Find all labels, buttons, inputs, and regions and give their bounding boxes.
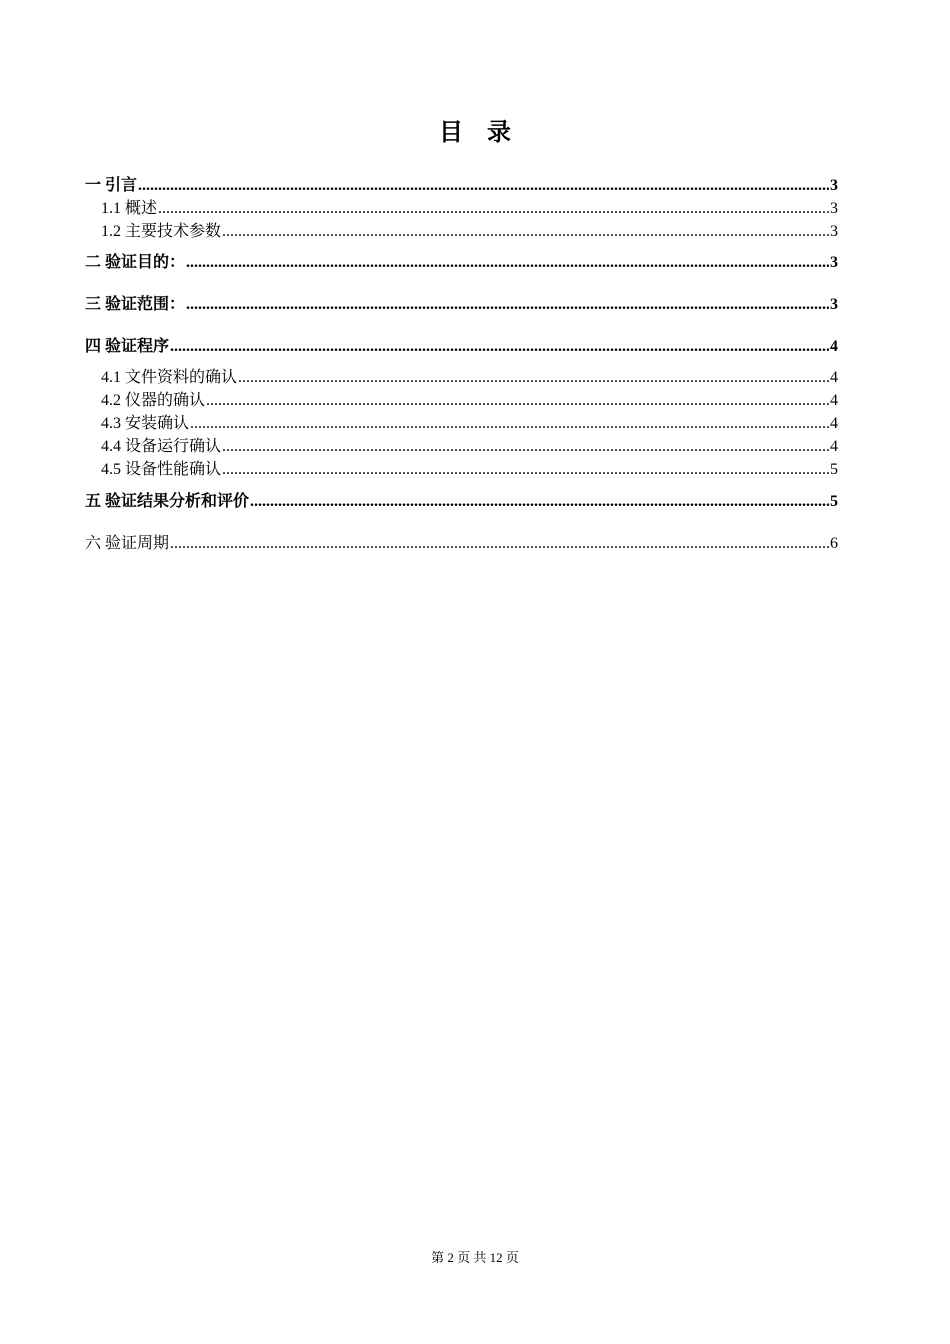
toc-entry-label: 4.3 安装确认 [101, 415, 190, 432]
toc-entry-instrument-confirmation[interactable] [85, 389, 838, 412]
toc-entry-validation-purpose[interactable] [85, 251, 838, 274]
toc-entry-performance-qualification[interactable] [85, 458, 838, 481]
toc-entry-page: 3 [830, 200, 838, 217]
toc-entry-introduction[interactable] [85, 174, 838, 197]
toc-dot-leader [238, 366, 829, 389]
table-of-contents [85, 174, 838, 555]
toc-entry-page: 4 [830, 415, 838, 432]
toc-entry-result-analysis[interactable] [85, 490, 838, 513]
toc-entry-page: 3 [830, 177, 838, 194]
toc-dot-leader [222, 220, 829, 243]
toc-dot-leader [170, 532, 829, 555]
toc-entry-page: 3 [830, 296, 838, 313]
toc-entry-label: 1.1 概述 [101, 200, 158, 217]
toc-entry-validation-procedure[interactable] [85, 335, 838, 358]
page-title: 目 录 [439, 120, 511, 146]
toc-entry-page: 4 [830, 438, 838, 455]
toc-entry-page: 3 [830, 254, 838, 271]
toc-entry-page: 5 [830, 493, 838, 510]
toc-dot-leader [222, 435, 829, 458]
toc-entry-page: 5 [830, 461, 838, 478]
toc-dot-leader [190, 412, 829, 435]
toc-entry-label: 五 验证结果分析和评价 [85, 493, 250, 510]
toc-entry-main-technical-parameters[interactable] [85, 220, 838, 243]
toc-dot-leader [186, 293, 829, 316]
toc-dot-leader [206, 389, 829, 412]
toc-entry-installation-qualification[interactable] [85, 412, 838, 435]
toc-entry-page: 4 [830, 338, 838, 355]
toc-entry-label: 六 验证周期 [85, 535, 170, 552]
toc-entry-label: 4.5 设备性能确认 [101, 461, 222, 478]
toc-dot-leader [170, 335, 829, 358]
toc-entry-page: 4 [830, 369, 838, 386]
toc-entry-page: 6 [830, 535, 838, 552]
toc-entry-label: 4.2 仪器的确认 [101, 392, 206, 409]
toc-dot-leader [250, 490, 829, 513]
toc-entry-label: 四 验证程序 [85, 338, 170, 355]
toc-entry-page: 3 [830, 223, 838, 240]
toc-entry-label: 4.1 文件资料的确认 [101, 369, 238, 386]
toc-entry-validation-scope[interactable] [85, 293, 838, 316]
toc-dot-leader [186, 251, 829, 274]
toc-entry-label: 三 验证范围： [85, 296, 186, 313]
toc-entry-page: 4 [830, 392, 838, 409]
toc-entry-label: 1.2 主要技术参数 [101, 223, 222, 240]
toc-dot-leader [222, 458, 829, 481]
toc-entry-overview[interactable] [85, 197, 838, 220]
toc-entry-label: 4.4 设备运行确认 [101, 438, 222, 455]
toc-dot-leader [138, 174, 829, 197]
page-footer: 第 2 页 共 12 页 [431, 1250, 519, 1265]
toc-entry-label: 一 引言 [85, 177, 138, 194]
toc-dot-leader [158, 197, 829, 220]
toc-entry-document-confirmation[interactable] [85, 366, 838, 389]
toc-entry-operational-qualification[interactable] [85, 435, 838, 458]
toc-entry-validation-cycle[interactable] [85, 532, 838, 555]
toc-entry-label: 二 验证目的： [85, 254, 186, 271]
